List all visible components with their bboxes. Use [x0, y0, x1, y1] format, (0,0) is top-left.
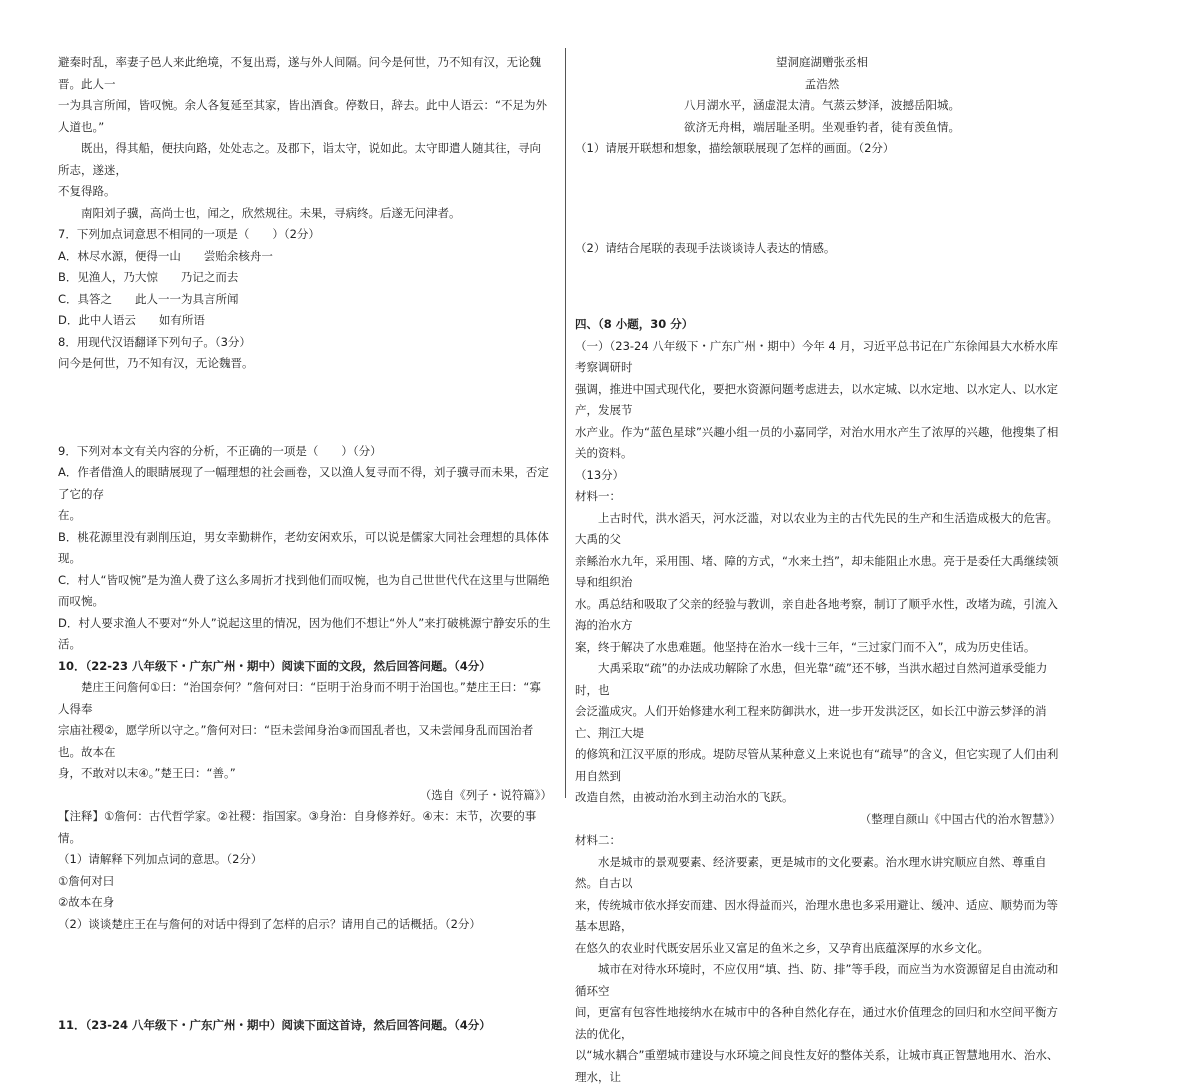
questions-9-10 — [58, 441, 552, 936]
reading-materials — [575, 336, 1069, 1088]
text-line: （一）（23-24 八年级下・广东广州・期中）今年 4 月，习近平总书记在广东徐闻县大水桥水库考察调研时 — [575, 336, 1069, 379]
text-line: 在。 — [58, 505, 552, 527]
text-line: （13分） — [575, 465, 1069, 487]
text-line: C．具答之 此人一一为具言所闻 — [58, 289, 552, 311]
text-line: 城市在对待水环境时，不应仅用“填、挡、防、排”等手段，而应当为水资源留足自由流动和循环空 — [575, 959, 1069, 1002]
text-line: 10．（22-23 八年级下・广东广州・期中）阅读下面的文段，然后回答问题。（4分） — [58, 656, 552, 678]
text-line: 在悠久的农业时代既安居乐业又富足的鱼米之乡，又孕育出底蕴深厚的水乡文化。 — [575, 938, 1069, 960]
text-line: D．村人要求渔人不要对“外人”说起这里的情况，因为他们不想让“外人”来打破桃源宁静安乐的生活。 — [58, 613, 552, 656]
poem-line-2: 欲济无舟楫，端居耻圣明。坐观垂钓者，徒有羡鱼情。 — [575, 117, 1069, 139]
text-line: A．作者借渔人的眼睛展现了一幅理想的社会画卷，又以渔人复寻而不得，刘子骥寻而未果，否定了它的存 — [58, 462, 552, 505]
text-line: 【注释】①詹何：古代哲学家。②社稷：指国家。③身治：自身修养好。④末：末节，次要的事情。 — [58, 806, 552, 849]
text-line: 水是城市的景观要素、经济要素，更是城市的文化要素。治水理水讲究顺应自然、尊重自然。自古以 — [575, 852, 1069, 895]
text-line: 的修筑和江汉平原的形成。堤防尽管从某种意义上来说也有“疏导”的含义，但它实现了人们由利用自然到 — [575, 744, 1069, 787]
column-divider — [565, 48, 566, 798]
text-line: 水。禹总结和吸取了父亲的经验与教训，亲自赴各地考察，制订了顺乎水性，改堵为疏，引流入海的治水方 — [575, 594, 1069, 637]
text-line: 亲鲧治水九年，采用围、堵、障的方式，“水来土挡”，却未能阻止水患。亮于是委任大禹继续领导和组织治 — [575, 551, 1069, 594]
text-line: 材料一： — [575, 486, 1069, 508]
poem-title: 望洞庭湖赠张丞相 — [575, 52, 1069, 74]
text-line: （2）谈谈楚庄王在与詹何的对话中得到了怎样的启示？请用自己的话概括。（2分） — [58, 914, 552, 936]
text-line: 以“城水耦合”重塑城市建设与水环境之间良性友好的整体关系，让城市真正智慧地用水、治水、理水，让 — [575, 1045, 1069, 1088]
text-line: B．见渔人，乃大惊 乃记之而去 — [58, 267, 552, 289]
text-line: 水产业。作为“蓝色星球”兴趣小组一员的小嘉同学，对治水用水产生了浓厚的兴趣，他搜集了相关的资料。 — [575, 422, 1069, 465]
text-line: （选自《列子・说符篇》） — [58, 785, 552, 807]
text-line: 间，更富有包容性地接纳水在城市中的各种自然化存在，通过水价值理念的回归和水空间平衡方法的优化， — [575, 1002, 1069, 1045]
right-column — [575, 52, 1069, 809]
text-line: 强调，推进中国式现代化，要把水资源问题考虑进去，以水定城、以水定地、以水定人、以水定产，发展节 — [575, 379, 1069, 422]
text-line: 身，不敢对以末④。”楚王曰：“善。” — [58, 763, 552, 785]
text-line: 不复得路。 — [58, 181, 552, 203]
text-line: 一为具言所闻，皆叹惋。余人各复延至其家，皆出酒食。停数日，辞去。此中人语云：“不足为外人道也。” — [58, 95, 552, 138]
text-line: 问今是何世，乃不知有汉，无论魏晋。 — [58, 353, 552, 375]
text-line: 南阳刘子骥，高尚士也，闻之，欣然规往。未果，寻病终。后遂无问津者。 — [58, 203, 552, 225]
text-line: C．村人“皆叹惋”是为渔人费了这么多周折才找到他们而叹惋，也为自己世世代代在这里与世隔绝而叹惋。 — [58, 570, 552, 613]
text-line: ②故本在身 — [58, 892, 552, 914]
poem-author: 孟浩然 — [575, 74, 1069, 96]
text-line: ①詹何对曰 — [58, 871, 552, 893]
poem-line-1: 八月湖水平，涵虚混太清。气蒸云梦泽，波撼岳阳城。 — [575, 95, 1069, 117]
text-line: D．此中人语云 如有所语 — [58, 310, 552, 332]
text-line: 材料二： — [575, 830, 1069, 852]
text-line: 宗庙社稷②，愿学所以守之。”詹何对曰：“臣未尝闻身治③而国乱者也，又未尝闻身乱而国治者也。故本在 — [58, 720, 552, 763]
text-line: B．桃花源里没有剥削压迫，男女幸勤耕作，老幼安闲欢乐，可以说是儒家大同社会理想的具体体现。 — [58, 527, 552, 570]
text-line: 上古时代，洪水滔天，河水泛滥，对以农业为主的古代先民的生产和生活造成极大的危害。大禹的父 — [575, 508, 1069, 551]
text-line: （1）请解释下列加点词的意思。（2分） — [58, 849, 552, 871]
text-line: （整理自颜山《中国古代的治水智慧》） — [575, 809, 1069, 831]
text-line: 8．用现代汉语翻译下列句子。（3分） — [58, 332, 552, 354]
text-line: 改造自然，由被动治水到主动治水的飞跃。 — [575, 787, 1069, 809]
poem-question-2: （2）请结合尾联的表现手法谈谈诗人表达的情感。 — [575, 238, 1069, 260]
text-line: 案，终于解决了水患难题。他坚持在治水一线十三年，“三过家门而不入”，成为历史佳话。 — [575, 637, 1069, 659]
left-column — [58, 52, 552, 809]
text-line: A．林尽水源，便得一山 尝贻余核舟一 — [58, 246, 552, 268]
text-line: 楚庄王问詹何①曰：“治国奈何？”詹何对曰：“臣明于治身而不明于治国也。”楚庄王曰：“寡人得奉 — [58, 677, 552, 720]
text-line: 来，传统城市依水择安而建、因水得益而兴，治理水患也多采用避让、缓冲、适应、顺势而为等基本思路， — [575, 895, 1069, 938]
text-line: 9．下列对本文有关内容的分析，不正确的一项是（ ）（分） — [58, 441, 552, 463]
text-line: 7．下列加点词意思不相同的一项是（ ）（2分） — [58, 224, 552, 246]
text-line: 既出，得其船，便扶向路，处处志之。及郡下，诣太守，说如此。太守即遣人随其往，寻向所志，遂迷， — [58, 138, 552, 181]
poem-question-1: （1）请展开联想和想象，描绘颔联展现了怎样的画面。（2分） — [575, 138, 1069, 160]
text-line: 会泛滥成灾。人们开始修建水利工程来防御洪水，进一步开发洪泛区，如长江中游云梦泽的消亡、荆江大堤 — [575, 701, 1069, 744]
passage-and-questions-7-8 — [58, 52, 552, 375]
text-line: 大禹采取“疏”的办法成功解除了水患，但光靠“疏”还不够，当洪水超过自然河道承受能力时，也 — [575, 658, 1069, 701]
text-line: 避秦时乱，率妻子邑人来此绝境，不复出焉，遂与外人间隔。问今是何世，乃不知有汉，无论魏晋。此人一 — [58, 52, 552, 95]
section-heading: 四、（8 小题，30 分） — [575, 314, 1069, 336]
question-11-heading: 11．（23-24 八年级下・广东广州・期中）阅读下面这首诗，然后回答问题。（4分） — [58, 1015, 552, 1037]
